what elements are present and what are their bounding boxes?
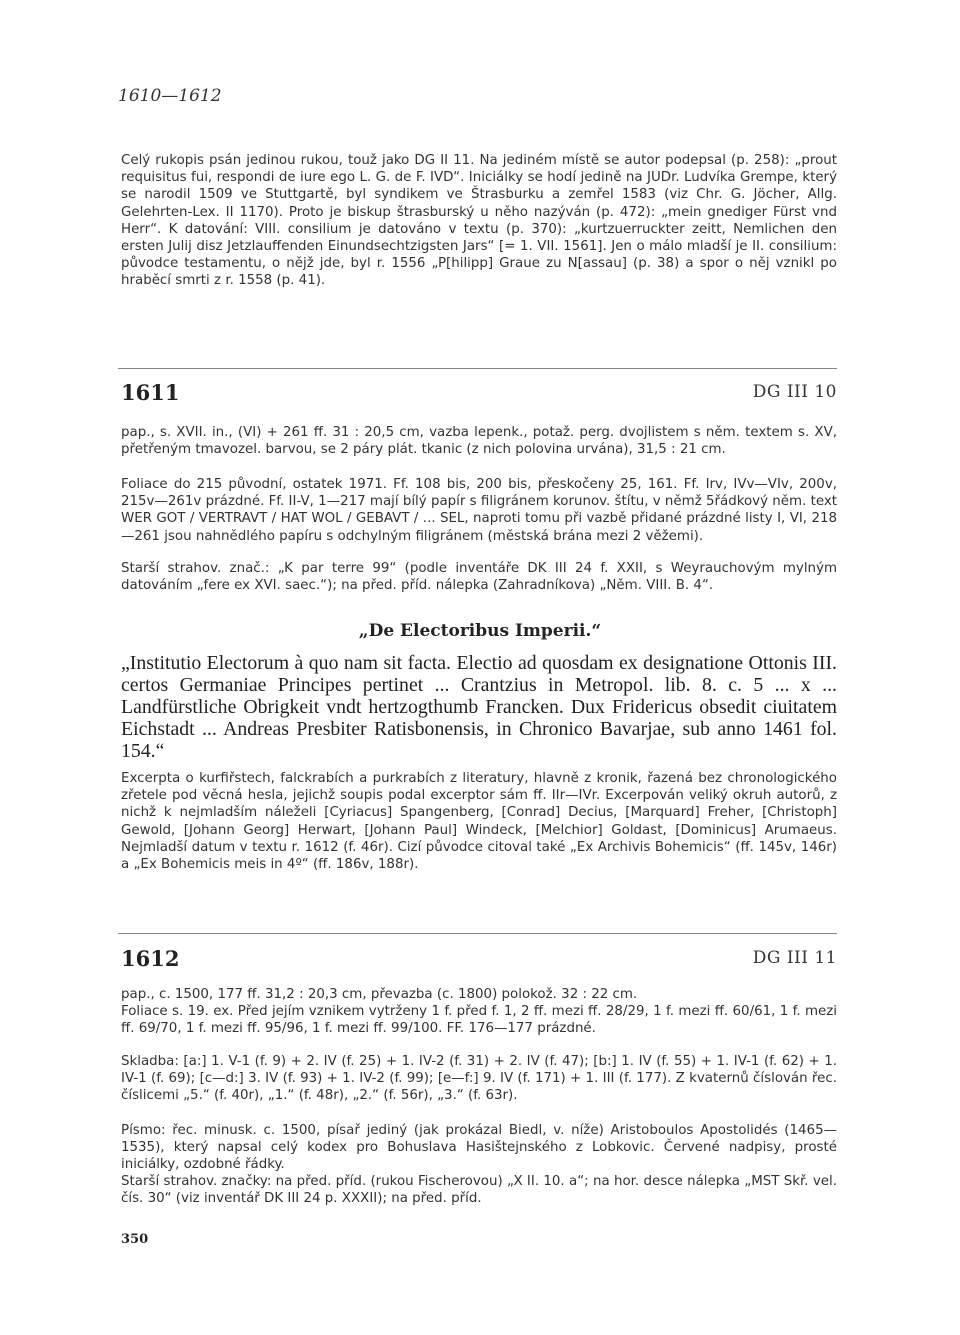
work-title: „De Electoribus Imperii.“ xyxy=(358,621,602,641)
entry-description: Starší strahov. znač.: „K par terre 99“ (podle inventáře DK III 24 f. XXII, s Weyrauchovým mylným datováním „fere ex XVI. saec.“); na před. příd. nálepka (Zahradníkova) „Něm. VIII. B. 4“. xyxy=(121,561,837,594)
entry-signature: DG III 11 xyxy=(752,948,837,968)
section-divider xyxy=(118,933,837,934)
section-divider xyxy=(118,368,837,369)
entry-number: 1611 xyxy=(121,380,180,405)
entry-description: pap., c. 1500, 177 ff. 31,2 : 20,3 cm, převazba (c. 1800) polokož. 32 : 22 cm. xyxy=(121,987,638,1002)
entry-number: 1612 xyxy=(121,946,180,971)
entry-description: Písmo: řec. minusk. c. 1500, písař jediný (jak prokázal Biedl, v. níže) Aristoboulos Apostolidés (1465—1535), který napsal celý kodex pro Bohuslava Hasištejnského z Lobkovic. Červené nadpisy, prosté iniciálky, ozdobné řádky. xyxy=(121,1123,837,1173)
entry-description: Skladba: [a:] 1. V-1 (f. 9) + 2. IV (f. 25) + 1. IV-2 (f. 31) + 2. IV (f. 47); [b:] 1. IV (f. 55) + 1. IV-1 (f. 62) + 1. IV-1 (f. 69); [c—d:] 3. IV (f. 93) + 1. IV-2 (f. 99); [e—f:] 9. IV (f. 171) + 1. III (f. 177). Z kvaternů číslován řec. číslicemi „5.“ (f. 40r), „1.“ (f. 48r), „2.“ (f. 56r), „3.“ (f. 63r). xyxy=(121,1054,837,1104)
entry-description: Foliace s. 19. ex. Před jejím vznikem vytrženy 1 f. před f. 1, 2 ff. mezi ff. 28/29, 1 f. mezi ff. 60/61, 1 f. mezi ff. 69/70, 1 f. mezi ff. 95/96, 1 f. mezi ff. 99/100. FF. 176—177 prázdné. xyxy=(121,1004,837,1037)
entry-description: Starší strahov. značky: na před. příd. (rukou Fischerovou) „X II. 10. a“; na hor. desce nálepka „MST Skř. vel. čís. 30“ (viz inventář DK III 24 p. XXXII); na před. příd. xyxy=(121,1174,837,1207)
intro-paragraph: Celý rukopis psán jedinou rukou, touž jako DG II 11. Na jediném místě se autor podepsal (p. 258): „prout requisitus fui, respondi de iure ego L. G. de F. IVD“. Iniciálky se hodí jedině na JUDr. Ludvíka Grempe, který se narodil 1509 ve Stuttgartě, byl syndikem ve Štrasburku a zemřel 1583 (viz Chr. G. Jöcher, Allg. Gelehrten-Lex. II 1170). Proto je biskup štrasburský u něho nazýván (p. 472): „mein gnediger Fürst vnd Herr“. K datování: VIII. consilium je datováno v textu (p. 370): „kurtzuerruckter zeitt, Nemlichen den ersten Julij disz Jetzlauffenden Einundsechtzigsten Jars“ [= 1. VII. 1561]. Jen o málo mladší je II. consilium: původce testamentu, o nějž jde, byl r. 1556 „P[hilipp] Graue zu N[assau] (p. 38) a spor o něj vznikl po hraběcí smrti z r. 1558 (p. 41). xyxy=(121,153,837,289)
entry-signature: DG III 10 xyxy=(752,382,837,402)
entry-description: pap., s. XVII. in., (VI) + 261 ff. 31 : 20,5 cm, vazba lepenk., potaž. perg. dvojlistem s něm. textem s. XV, přetřeným tmavozel. barvou, se 2 páry plát. tkanic (z nich polovina urvána), 31,5 : 21 cm. xyxy=(121,425,837,458)
page-number: 350 xyxy=(121,1232,149,1247)
entry-description: Foliace do 215 původní, ostatek 1971. Ff. 108 bis, 200 bis, přeskočeny 25, 161. Ff. Irv, IVv—VIv, 200v, 215v—261v prázdné. Ff. II-V, 1—217 mají bílý papír s filigránem korunov. štítu, v němž 5řádkový něm. text WER GOT / VERTRAVT / HAT WOL / GEBAVT / ... SEL, naproti tomu při vazbě přidané prázdné listy I, VI, 218—261 jsou nahnědlého papíru s odchylným filigránem (městská brána mezi 2 věžemi). xyxy=(121,477,837,544)
running-head: 1610—1612 xyxy=(118,86,222,106)
entry-commentary: Excerpta o kurfiřstech, falckrabích a purkrabích z literatury, hlavně z kronik, řazená bez chronologického zřetele pod věcná hesla, jejichž soupis podal excerptor sám ff. IIr—IVr. Excerpován veliký okruh autorů, z nichž k nejmladším náleželi [Cyriacus] Spangenberg, [Conrad] Decius, [Marquard] Freher, [Christoph] Gewold, [Johann Georg] Herwart, [Johann Paul] Windeck, [Melchior] Goldast, [Dominicus] Arumaeus. Nejmladší datum v textu r. 1612 (f. 46r). Cizí původce citoval také „Ex Archivis Bohemicis“ (ff. 145v, 146r) a „Ex Bohemicis meis in 4º“ (ff. 186v, 188r). xyxy=(121,771,837,873)
incipit-quote: „Institutio Electorum à quo nam sit facta. Electio ad quosdam ex designatione Ottonis III. certos Germaniae Principes pertinet ... Crantzius in Metropol. lib. 8. c. 5 ... x ... Landfürstliche Obrigkeit vndt hertzogthumb Francken. Dux Fridericus obsedit ciuitatem Eichstadt ... Andreas Presbiter Ratisbonensis, in Chronico Bavarjae, sub anno 1461 fol. 154.“ xyxy=(121,652,837,762)
